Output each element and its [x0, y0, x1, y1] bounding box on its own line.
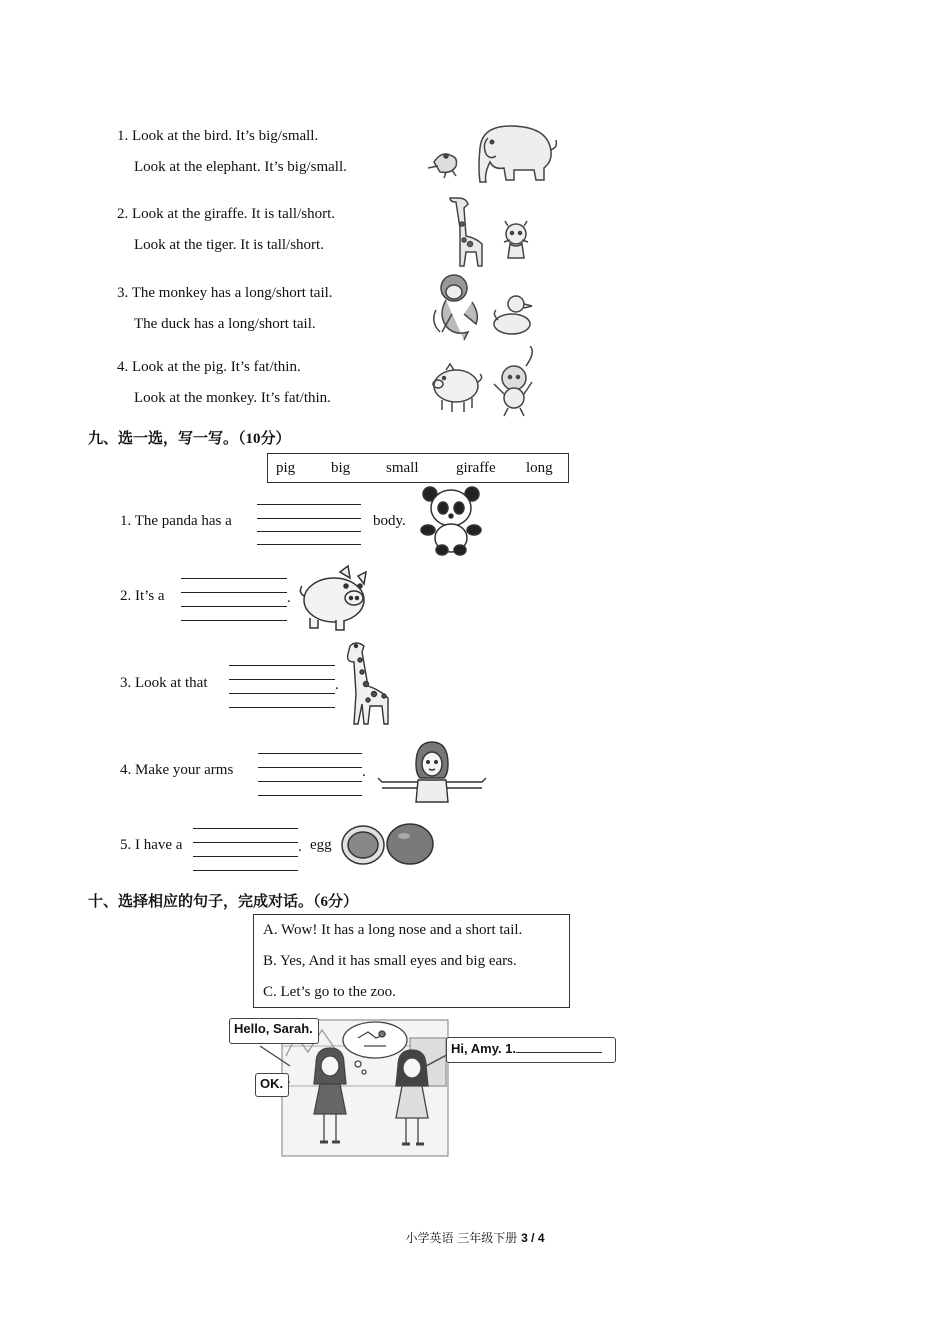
item-text-after: . [287, 590, 291, 606]
choice-b: B. Yes, And it has small eyes and big ears. [263, 953, 517, 969]
answer-blank[interactable] [516, 1040, 602, 1053]
item-text-after: body. [373, 513, 406, 529]
monkey-and-duck-picture [432, 270, 542, 344]
choice-a: A. Wow! It has a long nose and a short tail. [263, 922, 523, 938]
heading-suffix: 分） [328, 892, 359, 910]
item-line-2: The duck has a long/short tail. [134, 316, 316, 332]
item-text-after-dot: . [298, 839, 302, 855]
item-line-1: 1. Look at the bird. It’s big/small. [117, 128, 319, 144]
word-bank-word: long [526, 460, 553, 476]
item-line-1: 2. Look at the giraffe. It is tall/short. [117, 206, 336, 222]
girl-with-arms-out-picture [374, 740, 488, 804]
bird-and-elephant-picture [422, 118, 560, 184]
heading-prefix: 九、选一选，写一写。（ [88, 429, 246, 447]
word-bank-word: big [331, 460, 351, 476]
heading-prefix: 十、选择相应的句子，完成对话。（ [88, 892, 321, 910]
page-footer [0, 1229, 950, 1246]
speech-bubble-hello: Hello, Sarah. [229, 1018, 319, 1044]
item-line-2: Look at the elephant. It’s big/small. [134, 159, 347, 175]
pig-picture [296, 560, 374, 634]
item-text-after: egg [310, 837, 332, 853]
item-text-after: . [335, 677, 339, 693]
section10-heading [88, 890, 358, 911]
choice-c: C. Let’s go to the zoo. [263, 984, 396, 1000]
item-line-1: 3. The monkey has a long/short tail. [117, 285, 333, 301]
item-text-before: 5. I have a [120, 837, 183, 853]
item-text-before: 3. Look at that [120, 675, 208, 691]
writing-lines[interactable] [181, 577, 287, 623]
heading-points: 6 [320, 894, 329, 910]
pig-and-monkey-picture [428, 346, 546, 418]
heading-suffix: 分） [260, 429, 291, 447]
writing-lines[interactable] [257, 503, 361, 547]
item-line-2: Look at the monkey. It’s fat/thin. [134, 390, 331, 406]
item-text-before: 2. It’s a [120, 588, 165, 604]
giraffe-picture [342, 640, 402, 726]
speech-bubble-hi-amy [446, 1037, 616, 1063]
word-bank-word: small [386, 460, 419, 476]
panda-picture [418, 484, 484, 558]
item-text-after: . [362, 764, 366, 780]
writing-lines[interactable] [193, 827, 298, 873]
choices-box [253, 914, 570, 1008]
writing-lines[interactable] [229, 664, 335, 710]
heading-points: 10 [245, 431, 261, 447]
footer-subject: 小学英语 三年级下册 [405, 1231, 518, 1245]
speech-bubble-ok: OK. [255, 1073, 289, 1097]
giraffe-and-tiger-picture [440, 194, 536, 268]
bubble-text: Hi, Amy. 1. [451, 1041, 517, 1056]
item-line-2: Look at the tiger. It is tall/short. [134, 237, 324, 253]
word-bank-word: pig [276, 460, 296, 476]
footer-page-number: 3 / 4 [521, 1231, 545, 1245]
item-line-1: 4. Look at the pig. It’s fat/thin. [117, 359, 301, 375]
writing-lines[interactable] [258, 752, 362, 798]
item-text-before: 4. Make your arms [120, 762, 234, 778]
word-bank [267, 453, 569, 483]
word-bank-word: giraffe [456, 460, 496, 476]
two-eggs-picture [340, 822, 436, 868]
item-text-before: 1. The panda has a [120, 513, 232, 529]
section9-heading [88, 427, 291, 448]
